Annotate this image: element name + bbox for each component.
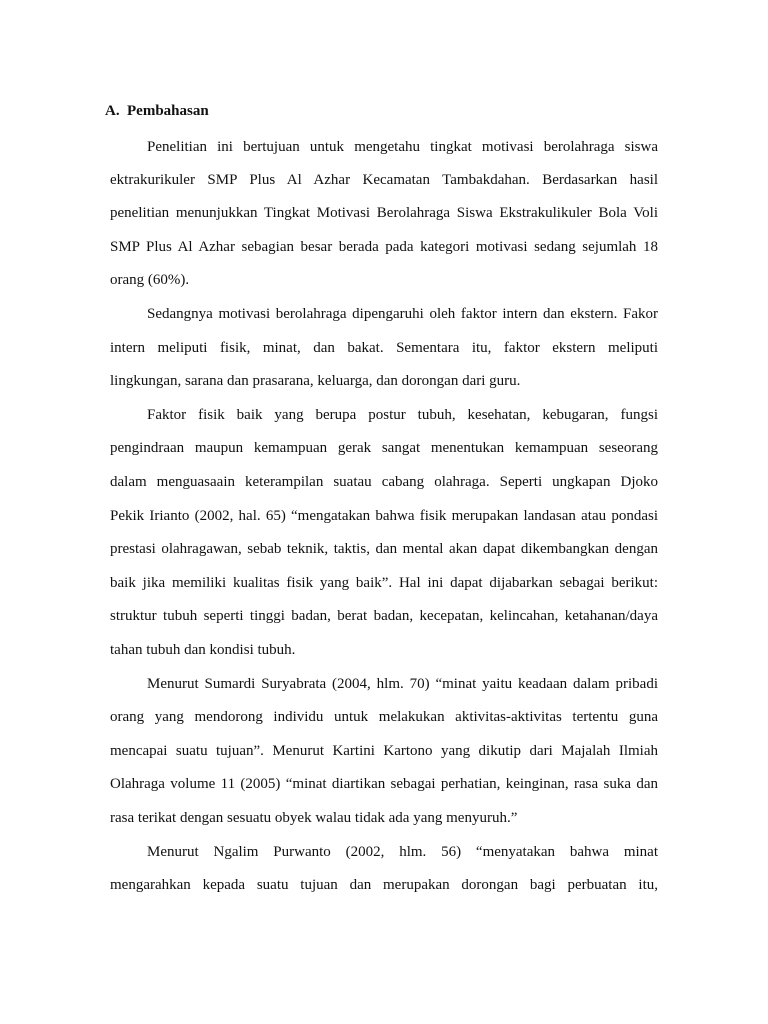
paragraph-line: Menurut Ngalim Purwanto (2002, hlm. 56) “menyatakan bahwa minat	[147, 844, 658, 860]
section-heading	[105, 102, 209, 120]
paragraph-line: ektrakurikuler SMP Plus Al Azhar Kecamatan Tambakdahan. Berdasarkan hasil	[110, 172, 658, 188]
section-number: A.	[105, 103, 120, 119]
paragraph-line: tahan tubuh dan kondisi tubuh.	[110, 642, 296, 658]
paragraph-line: orang yang mendorong individu untuk melakukan aktivitas-aktivitas tertentu guna	[110, 709, 658, 725]
paragraph-line: Olahraga volume 11 (2005) “minat diartikan sebagai perhatian, keinginan, rasa suka dan	[110, 776, 658, 792]
paragraph-line: orang (60%).	[110, 272, 190, 288]
paragraph-line: struktur tubuh seperti tinggi badan, berat badan, kecepatan, kelincahan, ketahanan/daya	[110, 608, 658, 624]
paragraph-line: rasa terikat dengan sesuatu obyek walau tidak ada yang menyuruh.”	[110, 810, 518, 826]
paragraph-line: Sedangnya motivasi berolahraga dipengaruhi oleh faktor intern dan ekstern. Fakor	[147, 306, 658, 322]
paragraph-line: pengindraan maupun kemampuan gerak sangat menentukan kemampuan seseorang	[110, 440, 658, 456]
paragraph-line: baik jika memiliki kualitas fisik yang baik”. Hal ini dapat dijabarkan sebagai berikut:	[110, 575, 658, 591]
paragraph-line: lingkungan, sarana dan prasarana, keluarga, dan dorongan dari guru.	[110, 373, 521, 389]
paragraph-line: dalam menguasaain keterampilan suatau cabang olahraga. Seperti ungkapan Djoko	[110, 474, 658, 490]
paragraph-line: mencapai suatu tujuan”. Menurut Kartini Kartono yang dikutip dari Majalah Ilmiah	[110, 743, 658, 759]
paragraph-line: prestasi olahragawan, sebab teknik, taktis, dan mental akan dapat dikembangkan dengan	[110, 541, 658, 557]
paragraph-line: Faktor fisik baik yang berupa postur tubuh, kesehatan, kebugaran, fungsi	[147, 407, 658, 423]
paragraph-line: Penelitian ini bertujuan untuk mengetahu tingkat motivasi berolahraga siswa	[147, 139, 658, 155]
paragraph-line: penelitian menunjukkan Tingkat Motivasi Berolahraga Siswa Ekstrakulikuler Bola Voli	[110, 205, 658, 221]
paragraph-line: mengarahkan kepada suatu tujuan dan merupakan dorongan bagi perbuatan itu,	[110, 877, 658, 893]
paragraph-line: Pekik Irianto (2002, hal. 65) “mengatakan bahwa fisik merupakan landasan atau pondasi	[110, 508, 658, 524]
paragraph-line: intern meliputi fisik, minat, dan bakat. Sementara itu, faktor ekstern meliputi	[110, 340, 658, 356]
paragraph-line: SMP Plus Al Azhar sebagian besar berada pada kategori motivasi sedang sejumlah 18	[110, 239, 658, 255]
section-title: Pembahasan	[127, 103, 209, 119]
paragraph-line: Menurut Sumardi Suryabrata (2004, hlm. 70) “minat yaitu keadaan dalam pribadi	[147, 676, 658, 692]
